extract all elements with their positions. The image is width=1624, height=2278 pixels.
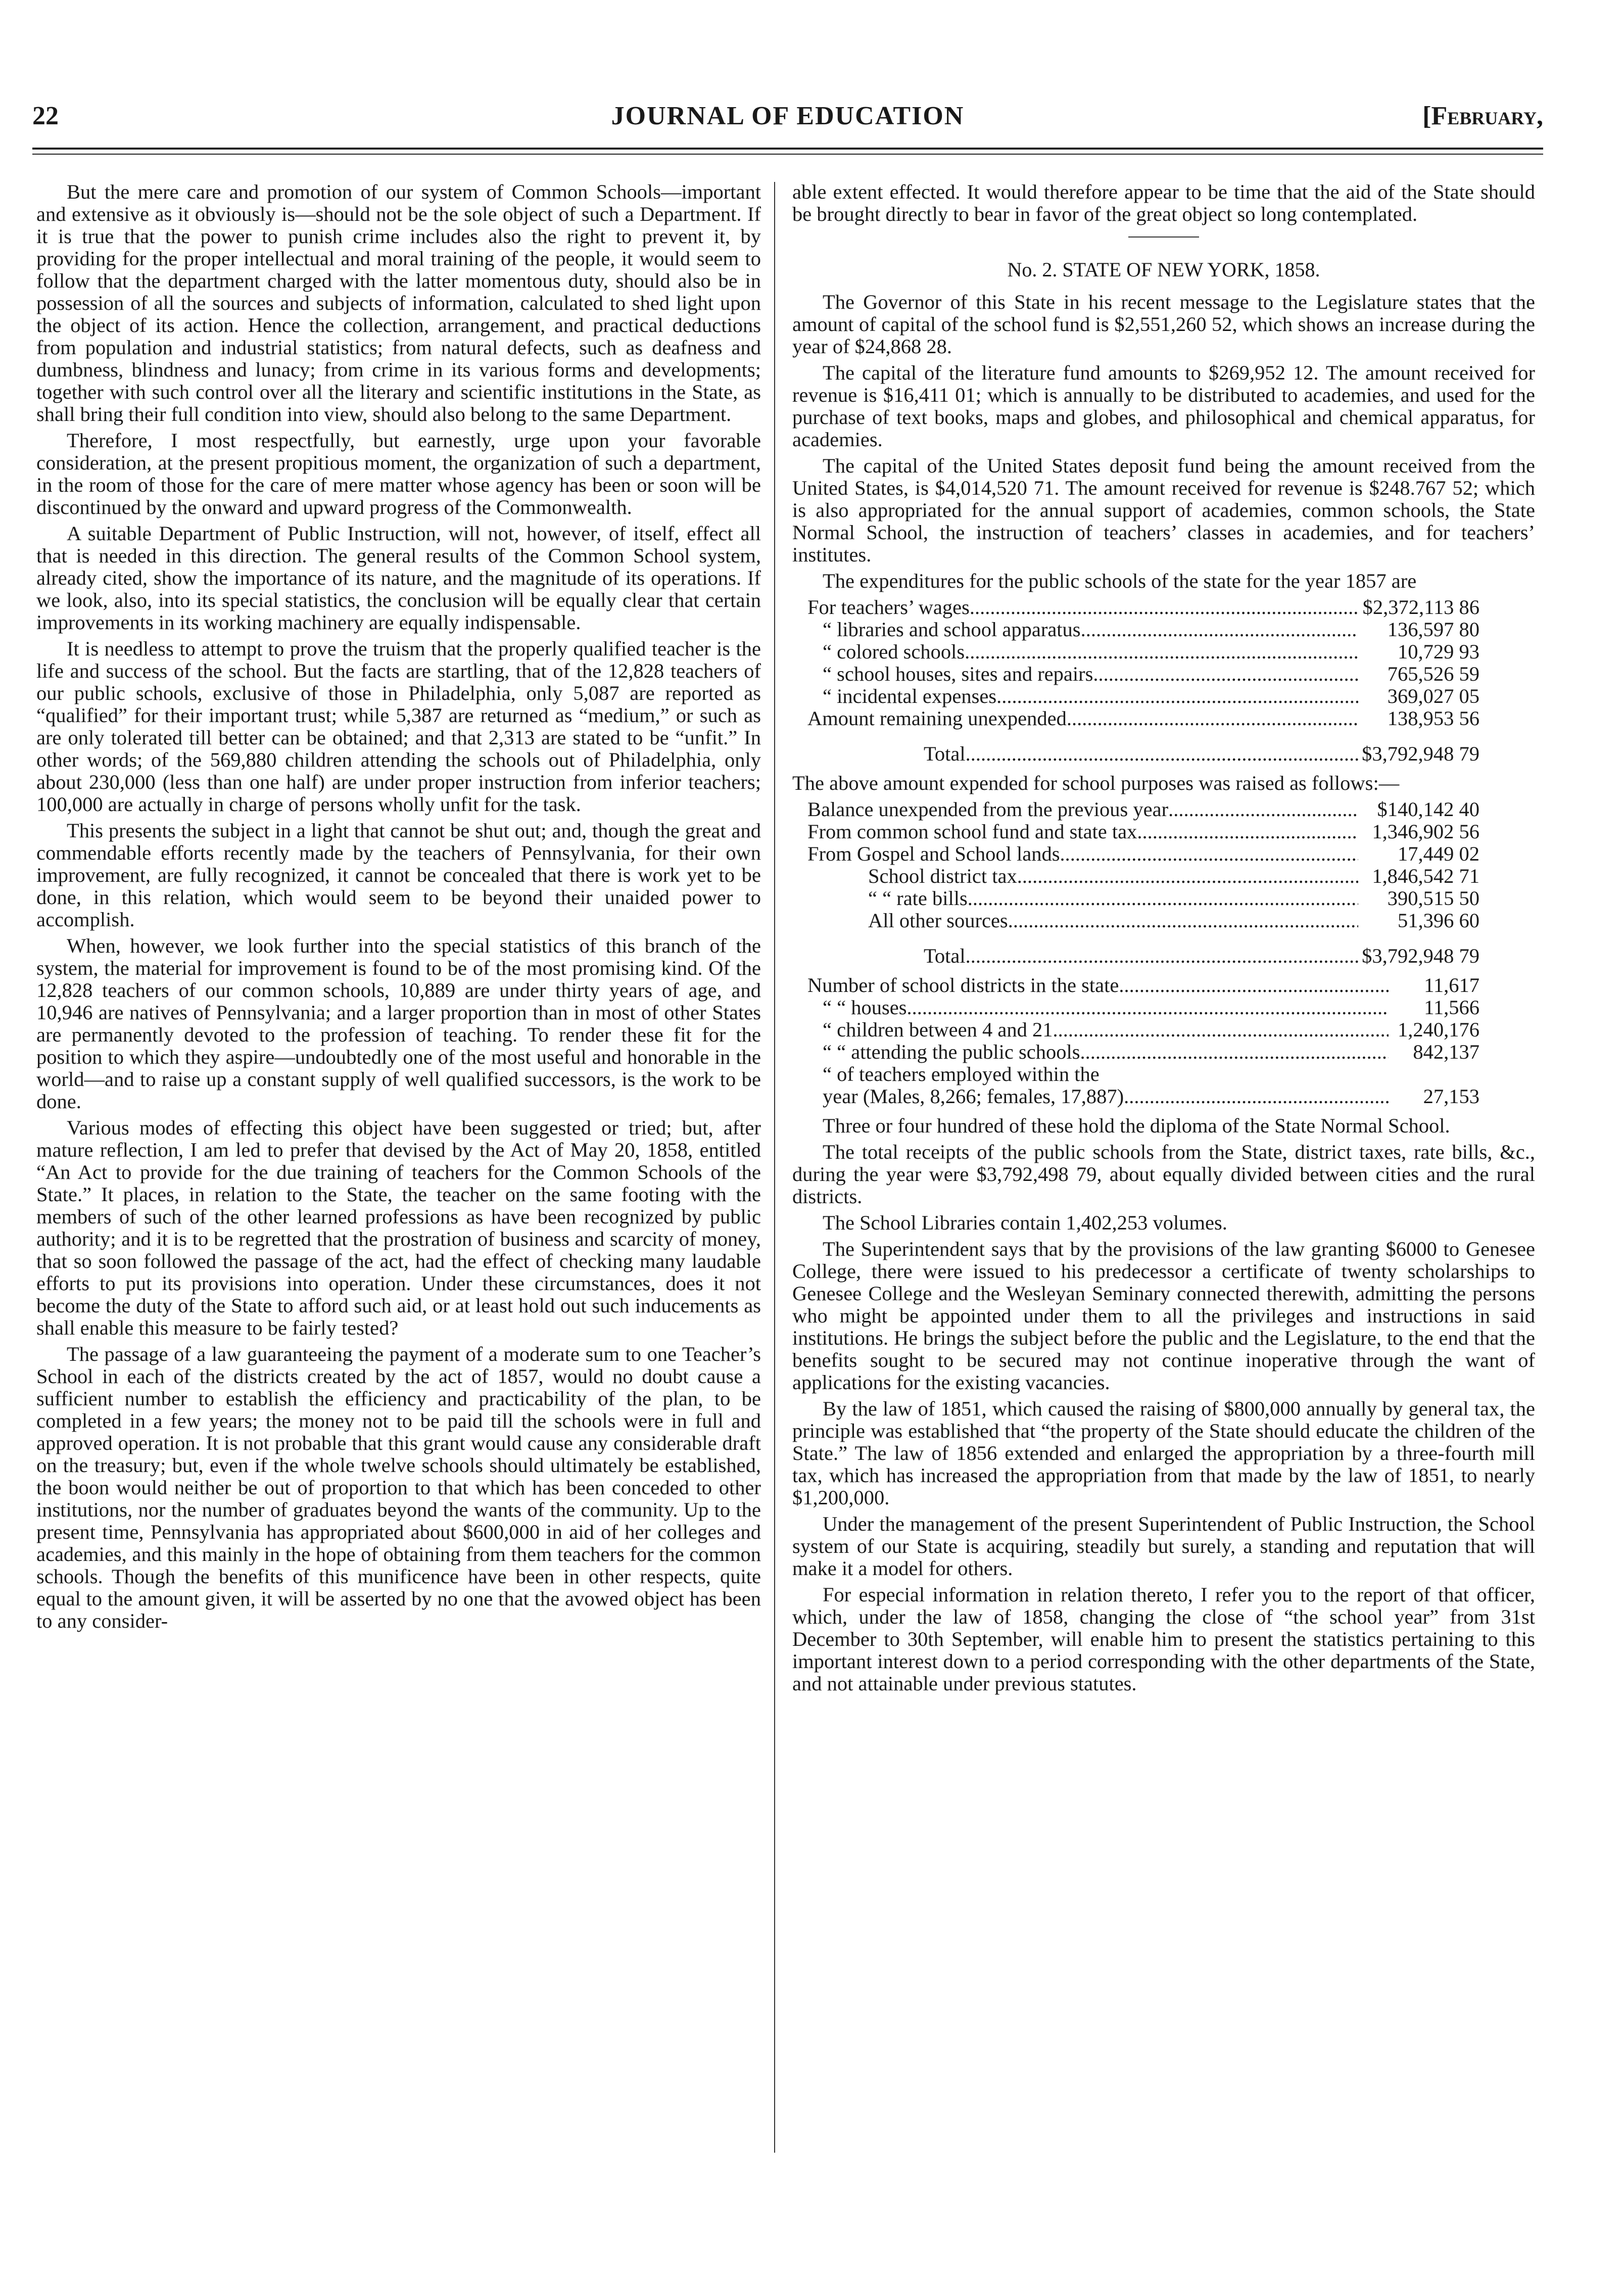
table-total-row (807, 743, 1479, 765)
row-value: 17,449 02 (1398, 842, 1479, 865)
table-total-row (807, 945, 1479, 967)
row-label: All other sources (868, 909, 1008, 932)
row-label: “ incidental expenses (823, 685, 997, 707)
table-row (807, 1041, 1479, 1063)
right-column (792, 181, 1535, 1699)
table-row (807, 663, 1479, 685)
paragraph: The capital of the literature fund amounts to $269,952 12. The amount received for revenue is $16,411 01; which is annually to be distributed to academies, and used for the purchase of text books, maps and globes, and philosophical and chemical apparatus, for academies. (792, 361, 1535, 451)
row-label: School district tax (868, 865, 1017, 887)
table-row (807, 910, 1479, 932)
paragraph: The School Libraries contain 1,402,253 volumes. (823, 1211, 1227, 1234)
row-value: 842,137 (1413, 1040, 1479, 1063)
table-row (807, 619, 1479, 641)
paragraph: The expenditures for the public schools of the state for the year 1857 are (823, 570, 1417, 592)
table-row (807, 1019, 1479, 1041)
table-row (807, 685, 1479, 707)
paragraph: Therefore, I most respectfully, but earnestly, urge upon your favorable consideration, at the present propitious moment, the organization of such a department, in the room of those for the care of mere matter whose agency has been or soon will be discontinued by the onward and upward progress of the Commonwealth. (36, 429, 761, 518)
table-row (807, 707, 1479, 730)
paragraph: The capital of the United States deposit fund being the amount received from the United States, is $4,014,520 71. The amount received for revenue is $248.767 52; which is also appropriated for the annual support of academies, common schools, the State Normal School, the instruction of teachers’ classes in academies, and for teachers’ institutes. (792, 454, 1535, 566)
row-label: “ colored schools (823, 640, 965, 663)
row-value: 1,240,176 (1398, 1018, 1479, 1041)
statistics-table (807, 974, 1479, 1108)
row-label: “ children between 4 and 21 (823, 1018, 1053, 1041)
total-label: Total (924, 944, 966, 967)
table-row (807, 887, 1479, 910)
paragraph: Various modes of effecting this object have been suggested or tried; but, after mature reflection, I am led to prefer that devised by the Act of May 20, 1858, entitled “An Act to provide for the due training of teachers for the Common Schools of the State.” It places, in relation to the State, the teacher on the same footing with the members of such of the other learned professions as have been recognized by public authority; and it is to be regretted that the prostration of business and scarcity of money, that so soon followed the passage of the act, had the effect of checking many laudable efforts to put its provisions into operation. Under these circumstances, does it not become the duty of the State to afford such aid, or at least hold out such inducements as shall enable this measure to be fairly tested? (36, 1116, 761, 1339)
row-label: “ libraries and school apparatus (823, 618, 1081, 641)
paragraph: The passage of a law guaranteeing the payment of a moderate sum to one Teacher’s School in each of the districts created by the act of 1857, would no doubt cause a sufficient number to establish the efficiency and practicability of the plan, to be completed in a few years; the money not to be paid till the schools were in full and approved operation. It is not probable that this grant would cause any considerable draft on the treasury; but, even if the whole twelve schools should ultimately be established, the boon would neither be out of proportion to that which has been conceded to other institutions, nor the number of graduates beyond the wants of the community. Up to the present time, Pennsylvania has appropriated about $600,000 in aid of her colleges and academies, and this mainly in the hope of obtaining from them teachers for the common schools. Though the benefits of this munificence have been in other respects, quite equal to the amount given, it will be asserted by no one that the avowed object has been to any consider- (36, 1343, 761, 1632)
row-label: year (Males, 8,266; females, 17,887) (823, 1085, 1124, 1108)
header-rule-thin (32, 154, 1543, 155)
paragraph: When, however, we look further into the special statistics of this branch of the system, the material for improvement is found to be of the most promising kind. Of the 12,828 teachers of our common schools, 10,889 are under thirty years of age, and 10,946 are natives of Pennsylvania; and a larger proportion than in most of other States are permanently devoted to the profession of teaching. To render these fit for the position to which they aspire—undoubtedly one of the most useful and honorable in the world—and to raise up a constant supply of well qualified successors, is the work to be done. (36, 934, 761, 1113)
table-row (807, 821, 1479, 843)
paragraph: By the law of 1851, which caused the raising of $800,000 annually by general tax, the principle was established that “the property of the State should educate the children of the State.” The law of 1856 extended and enlarged the appropriation by a three-fourth mill tax, which has increased the appropriation from that made by the law of 1851, to nearly $1,200,000. (792, 1397, 1535, 1509)
row-label: From common school fund and state tax (807, 820, 1137, 843)
row-label: “ school houses, sites and repairs (823, 662, 1093, 685)
paragraph: The total receipts of the public schools from the State, district taxes, rate bills, &c., during the year were $3,792,498 79, about equally divided between cities and the rural districts. (792, 1141, 1535, 1208)
expenditures-table (807, 596, 1479, 765)
section-title: No. 2. STATE OF NEW YORK, 1858. (1007, 258, 1320, 281)
row-label: “ “ attending the public schools (823, 1040, 1080, 1063)
paragraph: The Governor of this State in his recent message to the Legislature states that the amount of capital of the school fund is $2,551,260 52, which shows an increase during the year of $24,868 28. (792, 291, 1535, 358)
row-value: $140,142 40 (1377, 798, 1479, 821)
continuation-paragraph: able extent effected. It would therefore appear to be time that the aid of the State should be brought directly to bear in favor of the great object so long contemplated. (792, 180, 1535, 225)
row-value: 369,027 05 (1387, 685, 1479, 707)
row-value: 11,617 (1424, 974, 1479, 996)
row-value: 10,729 93 (1398, 640, 1479, 663)
paragraph: This presents the subject in a light that cannot be shut out; and, though the great and commendable efforts recently made by the teachers of Pennsylvania, for their own improvement, are fully recognized, it cannot be concealed that there is work yet to be done, in this relation, which would seem to be beyond their unaided power to accomplish. (36, 819, 761, 931)
paragraph: It is needless to attempt to prove the truism that the properly qualified teacher is the life and success of the school. But the facts are startling, that of the 12,828 teachers of our public schools, exclusive of those in Philadelphia, only 5,087 are reported as “qualified” for their important trust; while 5,387 are returned as “medium,” or such as are only tolerated till better can be obtained; and that 2,313 are stated to be “unfit.” In other words; of the 569,880 children attending the schools out of Philadelphia, only about 230,000 (less than one half) are under proper instruction from inferior teachers; 100,000 are actually in charge of persons wholly unfit for the task. (36, 637, 761, 816)
row-value: 1,346,902 56 (1372, 820, 1479, 843)
total-value: $3,792,948 79 (1362, 742, 1479, 765)
row-label: Balance unexpended from the previous year (807, 798, 1169, 821)
row-value: 11,566 (1424, 996, 1479, 1019)
header-rule-thick (32, 148, 1543, 150)
row-label: Amount remaining unexpended (807, 707, 1067, 730)
row-label: For teachers’ wages (807, 596, 970, 619)
paragraph: Under the management of the present Superintendent of Public Instruction, the School system of our State is acquiring, steadily but surely, a standing and reputation that will make it a model for others. (792, 1512, 1535, 1580)
row-label: Number of school districts in the state (807, 974, 1119, 996)
table-row (807, 596, 1479, 619)
row-label: “ “ houses (823, 996, 907, 1019)
row-value: 138,953 56 (1387, 707, 1479, 730)
running-header (32, 101, 1543, 141)
column-divider (774, 182, 775, 2153)
table-row (807, 641, 1479, 663)
row-value: 390,515 50 (1387, 887, 1479, 910)
row-value: $2,372,113 86 (1362, 596, 1479, 619)
row-label: From Gospel and School lands (807, 842, 1060, 865)
table-row (807, 1063, 1479, 1085)
journal-title: JOURNAL OF EDUCATION (611, 102, 965, 130)
header-month: [February, (1422, 102, 1543, 130)
table-row (807, 798, 1479, 821)
total-value: $3,792,948 79 (1362, 944, 1479, 967)
paragraph: For especial information in relation thereto, I refer you to the report of that officer, which, under the law of 1858, changing the close of “the school year” from 31st December to 30th September, will enable him to present the statistics pertaining to this important interest down to a period corresponding with the other departments of the State, and not attainable under previous statutes. (792, 1583, 1535, 1695)
left-column (36, 181, 761, 1636)
table-row (807, 974, 1479, 996)
row-value: 136,597 80 (1387, 618, 1479, 641)
row-value: 51,396 60 (1398, 909, 1479, 932)
row-value: 27,153 (1423, 1085, 1479, 1108)
row-value: 765,526 59 (1387, 662, 1479, 685)
paragraph: The Superintendent says that by the provisions of the law granting $6000 to Genesee College, there were issued to his predecessor a certificate of twenty scholarships to Genesee College and the Wesleyan Seminary connected therewith, admitting the persons who might be appointed under them to all the privileges and instructions in said institutions. He brings the subject before the public and the Legislature, to the end that the benefits sought to be secured may not continue inoperative through the want of applications for the existing vacancies. (792, 1238, 1535, 1394)
row-label: “ “ rate bills (868, 887, 968, 910)
sources-table (807, 798, 1479, 967)
paragraph: The above amount expended for school purposes was raised as follows:— (792, 772, 1400, 794)
paragraph: Three or four hundred of these hold the diploma of the State Normal School. (823, 1114, 1450, 1137)
row-label: “ of teachers employed within the (823, 1063, 1100, 1085)
table-row (807, 996, 1479, 1019)
table-row (807, 865, 1479, 887)
paragraph: But the mere care and promotion of our system of Common Schools—important and extensive as it obviously is—should not be the sole object of such a Department. If it is true that the power to punish crime includes also the right to prevent it, by providing for the proper intellectual and moral training of the people, it would seem to follow that the department charged with the latter momentous duty, should also be in possession of all the sources and subjects of information, calculated to shed light upon the object of its action. Hence the collection, arrangement, and practical deductions from population and industrial statistics; from natural defects, such as deafness and dumbness, blindness and lunacy; from crime in its various forms and developments; together with such control over all the literary and scientific institutions in the State, as shall bring their full condition into view, should also belong to the same Department. (36, 180, 761, 425)
section-separator (1128, 236, 1199, 238)
paragraph: A suitable Department of Public Instruction, will not, however, of itself, effect all that is needed in this direction. The general results of the Common School system, already cited, show the importance of its nature, and the magnitude of its operations. If we look, also, into its special statistics, the conclusion will be equally clear that certain improvements in its working machinery are equally indispensable. (36, 522, 761, 634)
row-value: 1,846,542 71 (1372, 865, 1479, 887)
table-row (807, 843, 1479, 865)
page-number: 22 (32, 102, 59, 130)
table-row (807, 1085, 1479, 1108)
total-label: Total (924, 742, 966, 765)
